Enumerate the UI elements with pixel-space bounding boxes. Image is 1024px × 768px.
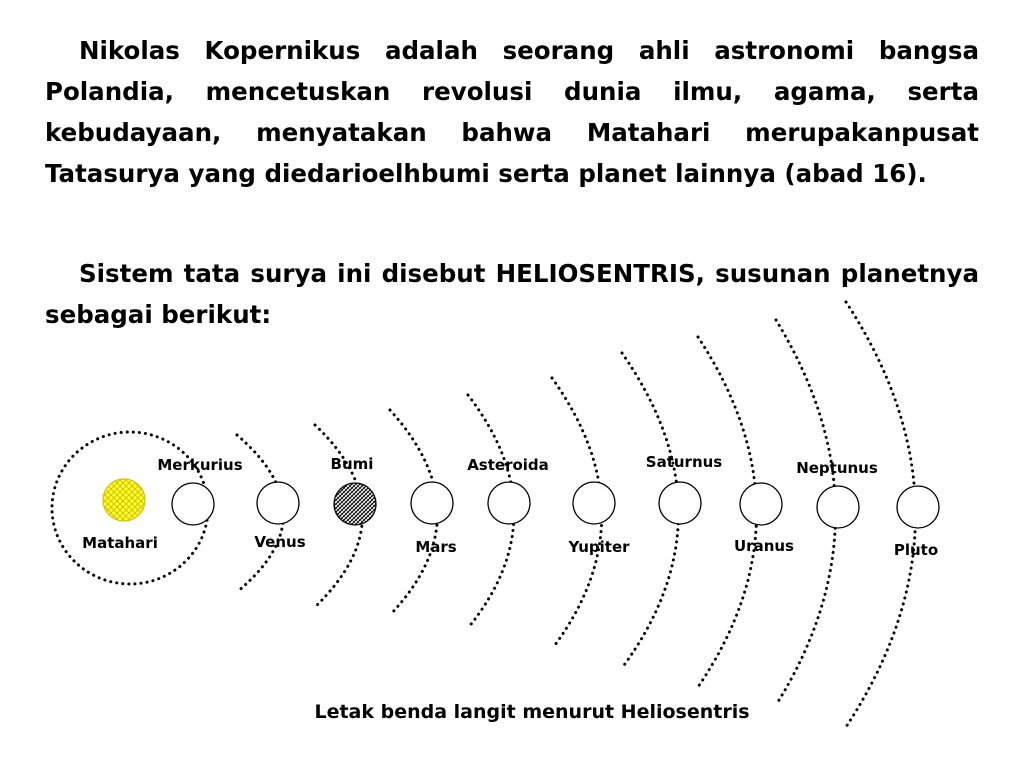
- neptune-planet: [817, 486, 859, 528]
- earth-planet: [334, 483, 376, 525]
- asteroid-belt: [488, 482, 530, 524]
- diagram-caption: Letak benda langit menurut Heliosentris: [314, 701, 750, 723]
- earth-label: Bumi: [330, 455, 374, 473]
- saturn-label: Saturnus: [645, 453, 723, 471]
- mercury-label: Merkurius: [157, 456, 243, 474]
- venus-planet: [257, 482, 299, 524]
- sun: [103, 479, 145, 521]
- pluto-label: Pluto: [893, 541, 939, 559]
- mars-planet: [411, 482, 453, 524]
- jupiter-label: Yupiter: [568, 538, 630, 556]
- asteroid-label: Asteroida: [467, 456, 549, 474]
- heliocentric-paragraph: Sistem tata surya ini disebut HELIOSENTRIS, susunan planetnya sebagai berikut:: [45, 259, 979, 329]
- pluto-planet: [897, 486, 939, 528]
- neptune-label: Neptunus: [796, 459, 878, 477]
- mercury-planet: [172, 483, 214, 525]
- sun-label: Matahari: [82, 534, 158, 552]
- uranus-planet: [740, 483, 782, 525]
- intro-paragraph: Nikolas Kopernikus adalah seorang ahli astronomi bangsa Polandia, mencetuskan revolusi dunia ilmu, agama, serta kebudayaan, menyatakan bahwa Matahari merupakanpusat Tatasurya yang diedarioelhbumi serta planet lainnya (abad 16).: [45, 36, 979, 188]
- venus-label: Venus: [254, 533, 306, 551]
- saturn-planet: [659, 482, 701, 524]
- mars-label: Mars: [415, 538, 457, 556]
- uranus-label: Uranus: [734, 537, 794, 555]
- jupiter-planet: [573, 482, 615, 524]
